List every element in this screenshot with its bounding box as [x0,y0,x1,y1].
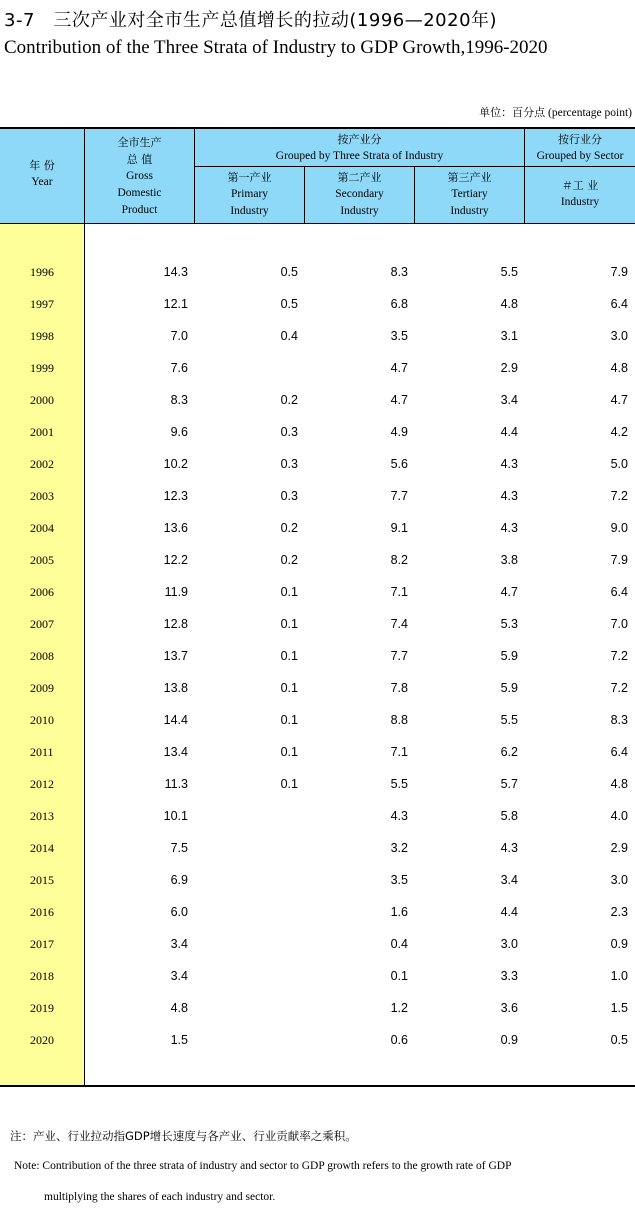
primary-cell: 0.1 [280,617,298,631]
industry-cell: 7.2 [610,649,628,663]
secondary-cell: 4.7 [390,361,408,375]
secondary-cell: 8.8 [390,713,408,727]
tertiary-cell: 5.5 [500,713,518,727]
gdp-cell: 13.8 [163,681,188,695]
industry-cell: 4.7 [610,393,628,407]
note-en-line1: Note: Contribution of the three strata of industry and sector to GDP growth refers to the growth rate of GDP [14,1160,512,1172]
gdp-cell: 10.2 [163,457,188,471]
year-cell: 1996 [30,265,54,279]
industry-cell: 7.9 [610,265,628,279]
secondary-cell: 1.2 [390,1001,408,1015]
year-cell: 2005 [30,553,54,567]
tertiary-cell: 4.3 [500,489,518,503]
gdp-cell: 12.2 [163,553,188,567]
secondary-cell: 7.1 [390,745,408,759]
year-cell: 2002 [30,457,54,471]
table-title-cn: 3-7 三次产业对全市生产总值增长的拉动(1996—2020年) [4,10,498,31]
year-cell: 2014 [30,841,54,855]
secondary-cell: 3.5 [390,873,408,887]
primary-cell: 0.5 [280,297,298,311]
table-row [0,616,635,648]
header-subdivider [195,166,635,167]
industry-cell: 7.2 [610,489,628,503]
table-row [0,872,635,904]
table-bottom-border [0,1085,635,1087]
data-table [0,127,635,1088]
gdp-cell: 3.4 [170,937,188,951]
year-cell: 2003 [30,489,54,503]
table-row [0,296,635,328]
secondary-cell: 9.1 [390,521,408,535]
header-industry: ＃工 业 Industry [560,179,600,208]
gdp-cell: 14.4 [163,713,188,727]
tertiary-cell: 4.7 [500,585,518,599]
industry-cell: 4.2 [610,425,628,439]
gdp-cell: 13.7 [163,649,188,663]
tertiary-cell: 0.9 [500,1033,518,1047]
secondary-cell: 3.2 [390,841,408,855]
year-cell: 2015 [30,873,54,887]
year-cell: 1997 [30,297,54,311]
tertiary-cell: 6.2 [500,745,518,759]
year-cell: 2009 [30,681,54,695]
year-cell: 2018 [30,969,54,983]
secondary-cell: 1.6 [390,905,408,919]
gdp-cell: 6.0 [170,905,188,919]
primary-cell: 0.1 [280,585,298,599]
table-row [0,328,635,360]
tertiary-cell: 3.1 [500,329,518,343]
primary-cell: 0.3 [280,489,298,503]
industry-cell: 7.0 [610,617,628,631]
table-row [0,808,635,840]
table-row [0,488,635,520]
header-by-sector: 按行业分 Grouped by Sector [536,133,624,162]
secondary-cell: 4.3 [390,809,408,823]
note-en-line2: multiplying the shares of each industry and sector. [44,1191,276,1203]
secondary-cell: 5.5 [390,777,408,791]
table-row [0,936,635,968]
tertiary-cell: 3.8 [500,553,518,567]
unit-label-cn: 单位：百分点 [479,106,546,119]
industry-cell: 4.8 [610,361,628,375]
gdp-cell: 9.6 [170,425,188,439]
gdp-cell: 6.9 [170,873,188,887]
gdp-cell: 13.6 [163,521,188,535]
tertiary-cell: 4.4 [500,425,518,439]
table-row [0,1000,635,1032]
industry-cell: 6.4 [610,297,628,311]
year-cell: 2016 [30,905,54,919]
primary-cell: 0.5 [280,265,298,279]
secondary-cell: 0.6 [390,1033,408,1047]
industry-cell: 3.0 [610,329,628,343]
secondary-cell: 3.5 [390,329,408,343]
col-divider-secondary [414,166,415,223]
primary-cell: 0.3 [280,457,298,471]
industry-cell: 4.0 [610,809,628,823]
year-cell: 2012 [30,777,54,791]
year-cell: 2006 [30,585,54,599]
primary-cell: 0.2 [280,393,298,407]
primary-cell: 0.1 [280,649,298,663]
industry-cell: 3.0 [610,873,628,887]
table-row [0,392,635,424]
year-cell: 2019 [30,1001,54,1015]
col-divider-tertiary [524,127,525,223]
year-cell: 2010 [30,713,54,727]
table-row [0,424,635,456]
tertiary-cell: 5.5 [500,265,518,279]
industry-cell: 9.0 [610,521,628,535]
gdp-cell: 7.0 [170,329,188,343]
primary-cell: 0.1 [280,681,298,695]
secondary-cell: 8.3 [390,265,408,279]
year-cell: 2011 [30,745,54,759]
tertiary-cell: 3.4 [500,393,518,407]
tertiary-cell: 5.9 [500,681,518,695]
year-cell: 1999 [30,361,54,375]
tertiary-cell: 4.8 [500,297,518,311]
col-divider-primary [304,166,305,223]
secondary-cell: 7.7 [390,489,408,503]
col-divider-gdp [194,127,195,223]
tertiary-cell: 5.8 [500,809,518,823]
year-cell: 2020 [30,1033,54,1047]
year-cell: 2008 [30,649,54,663]
tertiary-cell: 5.3 [500,617,518,631]
tertiary-cell: 4.3 [500,841,518,855]
primary-cell: 0.1 [280,745,298,759]
year-cell: 2013 [30,809,54,823]
gdp-cell: 12.3 [163,489,188,503]
tertiary-cell: 3.3 [500,969,518,983]
table-row [0,552,635,584]
tertiary-cell: 4.3 [500,521,518,535]
gdp-cell: 1.5 [170,1033,188,1047]
gdp-cell: 4.8 [170,1001,188,1015]
tertiary-cell: 3.0 [500,937,518,951]
table-row [0,680,635,712]
tertiary-cell: 4.4 [500,905,518,919]
secondary-cell: 7.1 [390,585,408,599]
tertiary-cell: 5.7 [500,777,518,791]
table-row [0,968,635,1000]
header-gdp: 全市生产 总 值 Gross Domestic Product [117,136,162,216]
secondary-cell: 7.8 [390,681,408,695]
industry-cell: 0.9 [610,937,628,951]
secondary-cell: 4.7 [390,393,408,407]
primary-cell: 0.2 [280,553,298,567]
header-year: 年 份 Year [29,159,55,188]
secondary-cell: 0.1 [390,969,408,983]
industry-cell: 2.9 [610,841,628,855]
unit-label-en: (percentage point) [548,107,632,119]
year-cell: 2004 [30,521,54,535]
note-cn: 注：产业、行业拉动指GDP增长速度与各产业、行业贡献率之乘积。 [10,1129,357,1143]
primary-cell: 0.2 [280,521,298,535]
table-top-border [0,127,635,129]
industry-cell: 1.0 [610,969,628,983]
gdp-cell: 11.9 [164,585,188,599]
table-row [0,1032,635,1064]
gdp-cell: 13.4 [163,745,188,759]
tertiary-cell: 3.6 [500,1001,518,1015]
table-row [0,712,635,744]
industry-cell: 6.4 [610,585,628,599]
secondary-cell: 6.8 [390,297,408,311]
secondary-cell: 7.7 [390,649,408,663]
tertiary-cell: 3.4 [500,873,518,887]
year-cell: 2000 [30,393,54,407]
industry-cell: 7.9 [610,553,628,567]
industry-cell: 6.4 [610,745,628,759]
gdp-cell: 7.5 [170,841,188,855]
table-row [0,648,635,680]
table-row [0,456,635,488]
table-row [0,584,635,616]
header-by-strata: 按产业分 Grouped by Three Strata of Industry [275,133,444,162]
primary-cell: 0.1 [280,777,298,791]
industry-cell: 2.3 [610,905,628,919]
table-row [0,744,635,776]
header-primary: 第一产业 Primary Industry [227,171,272,217]
table-row [0,904,635,936]
year-cell: 2017 [30,937,54,951]
header-secondary: 第二产业 Secondary Industry [335,171,384,217]
table-row [0,776,635,808]
secondary-cell: 4.9 [390,425,408,439]
industry-cell: 1.5 [610,1001,628,1015]
industry-cell: 7.2 [610,681,628,695]
secondary-cell: 8.2 [390,553,408,567]
primary-cell: 0.1 [280,713,298,727]
year-cell: 1998 [30,329,54,343]
tertiary-cell: 2.9 [500,361,518,375]
header-bottom-border [0,223,635,224]
gdp-cell: 3.4 [170,969,188,983]
industry-cell: 0.5 [610,1033,628,1047]
year-cell: 2007 [30,617,54,631]
primary-cell: 0.4 [280,329,298,343]
gdp-cell: 7.6 [170,361,188,375]
year-cell: 2001 [30,425,54,439]
tertiary-cell: 4.3 [500,457,518,471]
table-row [0,840,635,872]
gdp-cell: 12.8 [163,617,188,631]
gdp-cell: 8.3 [170,393,188,407]
tertiary-cell: 5.9 [500,649,518,663]
secondary-cell: 5.6 [390,457,408,471]
table-row [0,520,635,552]
table-row [0,360,635,392]
gdp-cell: 14.3 [163,265,188,279]
table-row [0,264,635,296]
gdp-cell: 11.3 [164,777,188,791]
primary-cell: 0.3 [280,425,298,439]
secondary-cell: 7.4 [390,617,408,631]
secondary-cell: 0.4 [390,937,408,951]
gdp-cell: 12.1 [163,297,188,311]
unit-label [479,104,632,120]
header-tertiary: 第三产业 Tertiary Industry [447,171,492,217]
industry-cell: 4.8 [610,777,628,791]
table-title-en: Contribution of the Three Strata of Industry to GDP Growth,1996-2020 [4,37,548,58]
gdp-cell: 10.1 [163,809,188,823]
industry-cell: 5.0 [610,457,628,471]
industry-cell: 8.3 [610,713,628,727]
